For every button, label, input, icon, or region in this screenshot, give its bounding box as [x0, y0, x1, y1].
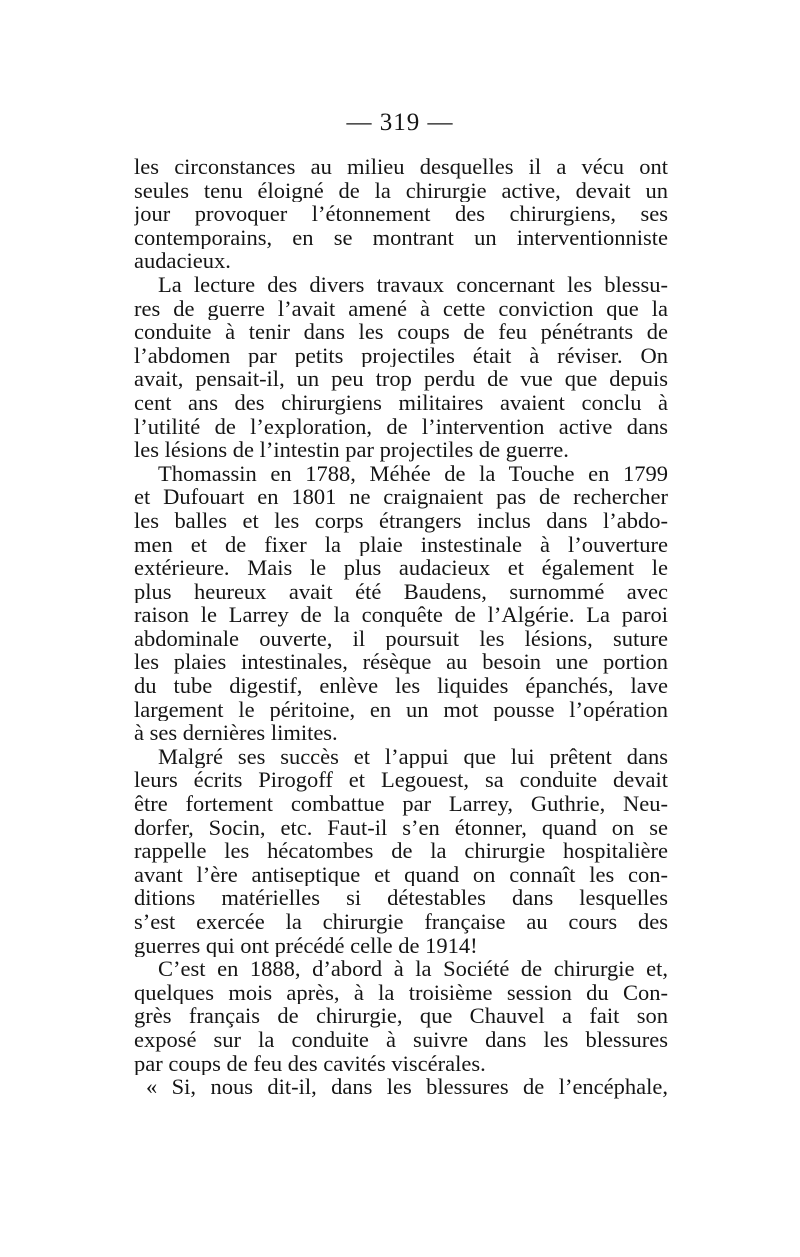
text-line: C’est en 1888, d’abord à la Société de chirurgie et, [158, 957, 668, 981]
text-line: avant l’ère antiseptique et quand on connaît les con- [134, 862, 668, 887]
text-line: s’est exercée la chirurgie française au cours des [134, 910, 668, 934]
text-line: l’abdomen par petits projectiles était à réviser. On [134, 343, 668, 368]
text-line: les plaies intestinales, résèque au besoin une portion [134, 650, 668, 675]
text-line: seules tenu éloigné de la chirurgie active, devait un [134, 178, 668, 203]
text-line: guerres qui ont précédé celle de 1914! [134, 933, 478, 958]
text-line: « Si, nous dit-il, dans les blessures de l’encéphale, [146, 1075, 668, 1099]
text-line: et Dufouart en 1801 ne craignaient pas de rechercher [134, 485, 668, 509]
text-line: extérieure. Mais le plus audacieux et également le [134, 556, 668, 580]
text-line: du tube digestif, enlève les liquides épanchés, lave [134, 674, 668, 698]
text-line: Thomassin en 1788, Méhée de la Touche en 1799 [158, 461, 668, 486]
text-line: largement le péritoine, en un mot pousse l’opération [134, 697, 668, 722]
text-line: à ses dernières limites. [134, 721, 338, 745]
text-line: cent ans des chirurgiens militaires avaient conclu à [134, 390, 668, 415]
text-line: exposé sur la conduite à suivre dans les blessures [134, 1027, 668, 1052]
text-line: les lésions de l’intestin par projectiles de guerre. [134, 438, 569, 462]
text-line: être fortement combattue par Larrey, Guthrie, Neu- [134, 792, 668, 816]
text-line: conduite à tenir dans les coups de feu pénétrants de [134, 320, 668, 344]
text-line: dorfer, Socin, etc. Faut-il s’en étonner, quand on se [134, 815, 668, 840]
text-line: leurs écrits Pirogoff et Legouest, sa conduite devait [134, 768, 668, 793]
text-line: les circonstances au milieu desquelles il a vécu ont [134, 155, 668, 179]
text-line: ditions matérielles si détestables dans lesquelles [134, 886, 668, 910]
page-number: — 319 — [346, 109, 454, 136]
text-line: avait, pensait-il, un peu trop perdu de vue que depuis [134, 367, 668, 391]
text-line: rappelle les hécatombes de la chirurgie hospitalière [134, 839, 668, 863]
text-line: raison le Larrey de la conquête de l’Algérie. La paroi [134, 603, 668, 627]
text-line: l’utilité de l’exploration, de l’intervention active dans [134, 414, 668, 439]
text-line: plus heureux avait été Baudens, surnommé avec [134, 579, 668, 604]
text-line: res de guerre l’avait amené à cette conviction que la [134, 296, 668, 321]
text-line: audacieux. [134, 249, 231, 273]
body-text [134, 155, 668, 1099]
text-line: men et de fixer la plaie instestinale à l’ouverture [134, 532, 668, 557]
text-line: contemporains, en se montrant un interventionniste [134, 225, 668, 250]
text-line: grès français de chirurgie, que Chauvel a fait son [134, 1004, 668, 1028]
text-line: abdominale ouverte, il poursuit les lésions, suture [134, 626, 668, 651]
text-line: par coups de feu des cavités viscérales. [134, 1051, 486, 1076]
text-line: La lecture des divers travaux concernant les blessu- [158, 272, 668, 297]
text-line: quelques mois après, à la troisième session du Con- [134, 980, 668, 1005]
text-line: jour provoquer l’étonnement des chirurgiens, ses [134, 202, 668, 226]
text-line: Malgré ses succès et l’appui que lui prêtent dans [158, 744, 668, 769]
text-line: les balles et les corps étrangers inclus dans l’abdo- [134, 508, 668, 533]
